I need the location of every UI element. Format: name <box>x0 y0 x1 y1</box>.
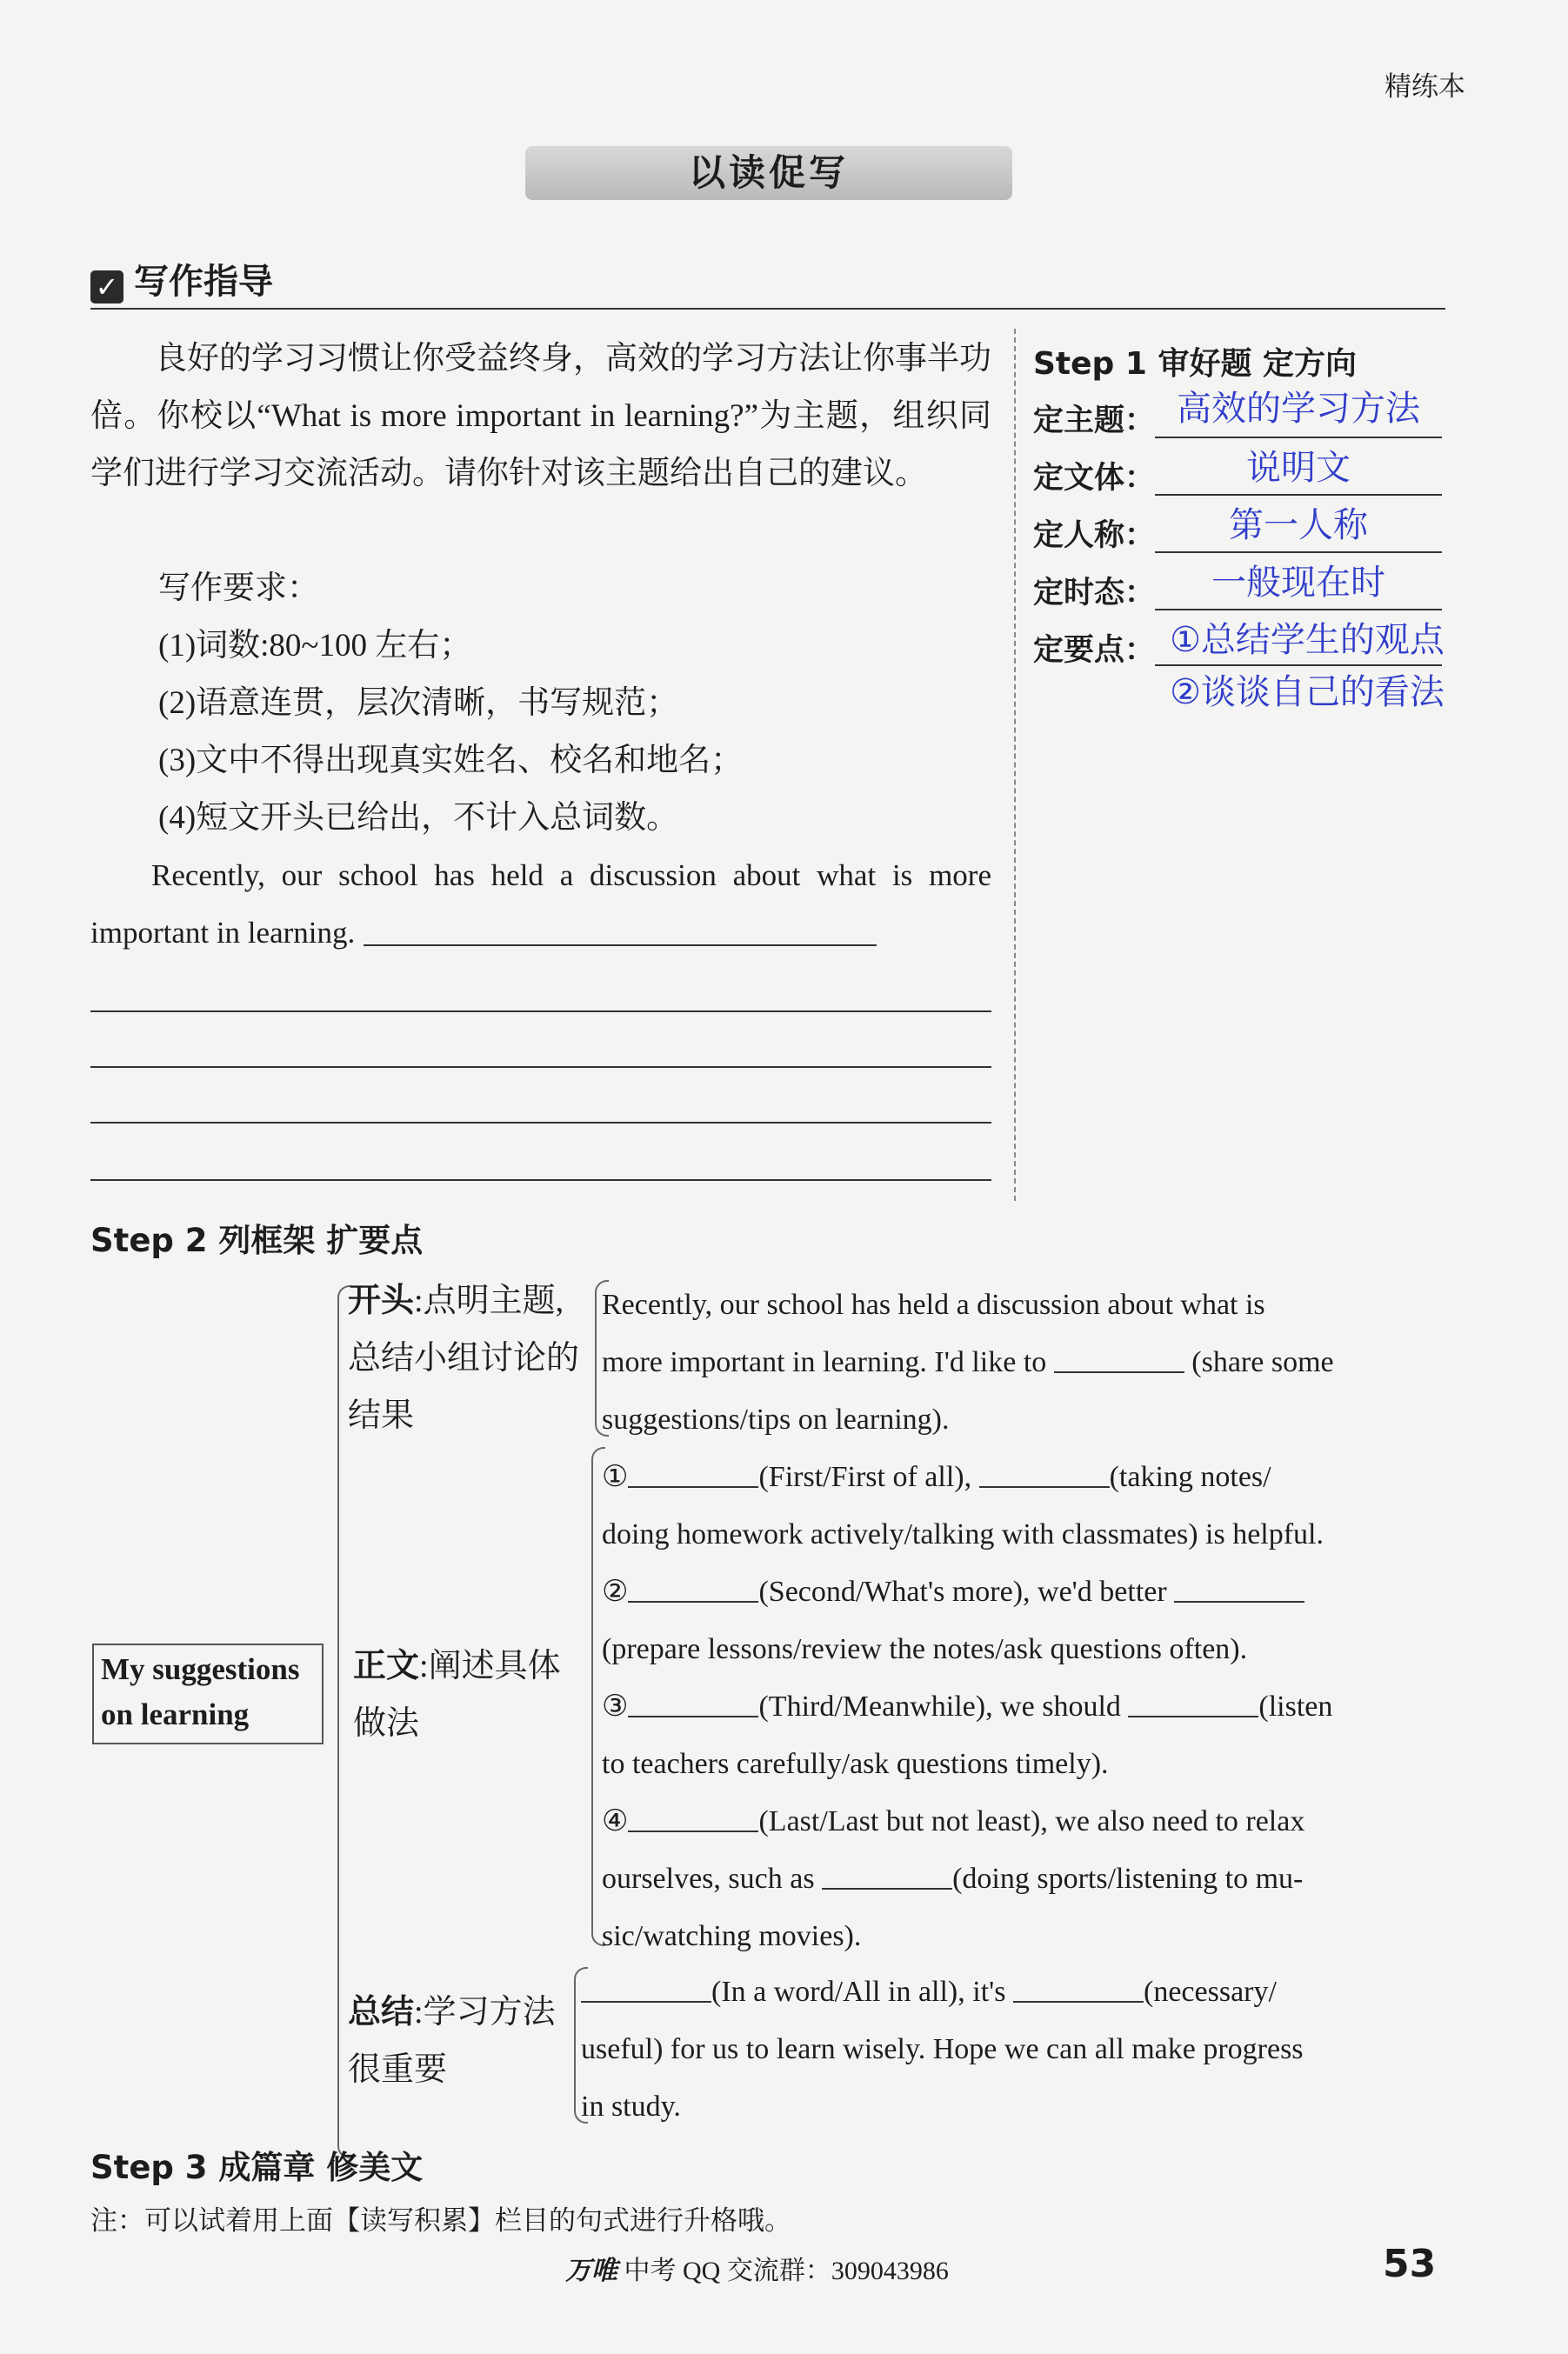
step1-label: 定要点： <box>1033 633 1156 668</box>
column-divider <box>1014 329 1016 1201</box>
fill-blank[interactable] <box>581 1975 711 2003</box>
fill-blank[interactable] <box>1128 1690 1258 1717</box>
footer-text: 中考 QQ 交流群：309043986 <box>624 2257 949 2285</box>
step1-label: 定文体： <box>1033 461 1156 496</box>
step3-title: Step 3 成篇章 修美文 <box>90 2149 424 2186</box>
requirement-item: (3)文中不得出现真实姓名、校名和地名； <box>158 743 744 778</box>
section-divider <box>90 308 1445 310</box>
step1-answer-extra: ②谈谈自己的看法 <box>1170 672 1445 712</box>
page-footer <box>565 2249 949 2287</box>
step1-label: 定主题： <box>1033 403 1156 438</box>
step1-title: Step 1 审好题 定方向 <box>1033 346 1357 382</box>
writing-blank[interactable] <box>364 915 877 946</box>
brand-logo: 万唯 <box>565 2256 617 2286</box>
branch-body-label: 正文:阐述具体做法 <box>353 1646 561 1742</box>
requirement-item: (4)短文开头已给出，不计入总词数。 <box>158 800 679 836</box>
writing-line[interactable] <box>90 1010 991 1012</box>
step1-answer: 一般现在时 <box>1211 563 1385 603</box>
step2-title: Step 2 列框架 扩要点 <box>90 1222 424 1259</box>
writing-line[interactable] <box>90 1179 991 1181</box>
essay-opening: Recently, our school has held a discussion about what is more important in learning. <box>90 858 991 950</box>
fill-blank[interactable] <box>628 1460 758 1488</box>
page-number: 53 <box>1383 2242 1437 2286</box>
fill-blank[interactable] <box>1013 1975 1144 2003</box>
requirement-item: (2)语意连贯，层次清晰，书写规范； <box>158 685 679 721</box>
step1-answer: 说明文 <box>1246 448 1351 488</box>
step1-answer: ①总结学生的观点 <box>1170 620 1445 660</box>
branch-opening-label: 开头:点明主题,总结小组讨论的结果 <box>348 1281 580 1434</box>
mindmap-root: My suggestions on learning <box>92 1644 324 1744</box>
section-heading <box>90 254 273 303</box>
tip-note: 注：可以试着用上面【读写积累】栏目的句式进行升格哦。 <box>90 2205 791 2237</box>
branch-body-text: ① (First/First of all), (taking notes/ doing homework actively/talking with classmates) is helpful. ② (Second/What's more), we'd better (prepare lessons/review the notes/ask questions often). ③ (Third/Meanwhile), we should (listen to teachers carefully/ask questions timely). ④ (Last/Last but not least), we also need to relax ourselves, such as (doing sports/listening to mu- sic/watching movies). <box>602 1461 1333 1952</box>
writing-line[interactable] <box>90 1066 991 1068</box>
book-section-label: 精练本 <box>1385 71 1465 103</box>
page-banner-title: 以读促写 <box>525 146 1012 200</box>
answer-line <box>1155 551 1442 553</box>
step1-answer: 高效的学习方法 <box>1177 389 1420 429</box>
answer-line <box>1155 494 1442 496</box>
fill-blank[interactable] <box>1174 1575 1304 1603</box>
fill-blank[interactable] <box>979 1460 1110 1488</box>
fill-blank[interactable] <box>628 1804 758 1832</box>
branch-opening-text: Recently, our school has held a discussion about what is more important in learning. I'd like to (share some suggestions/tips on learning). <box>602 1289 1334 1436</box>
requirements-title: 写作要求： <box>158 570 319 606</box>
step1-label: 定人称： <box>1033 518 1156 553</box>
fill-blank[interactable] <box>628 1690 758 1717</box>
answer-line <box>1155 609 1442 610</box>
writing-prompt: 良好的学习习惯让你受益终身，高效的学习方法让你事半功倍。你校以“What is more important in learning?”为主题，组织同学们进行学习交流活动。请你针对该主题给出自己的建议。 <box>90 341 991 491</box>
requirement-item: (1)词数:80~100 左右； <box>158 628 472 664</box>
branch-ending-text: (In a word/All in all), it's (necessary/ useful) for us to learn wisely. Hope we can all make progress in study. <box>581 1976 1304 2123</box>
fill-blank[interactable] <box>1054 1345 1184 1373</box>
step1-label: 定时态： <box>1033 576 1156 610</box>
answer-line <box>1155 437 1442 438</box>
fill-blank[interactable] <box>628 1575 758 1603</box>
section-title: 写作指导 <box>134 262 273 302</box>
checkbox-icon: ✓ <box>90 270 123 303</box>
fill-blank[interactable] <box>822 1862 952 1890</box>
writing-line[interactable] <box>90 1122 991 1124</box>
branch-ending-label: 总结:学习方法很重要 <box>348 1992 556 2088</box>
step1-answer: 第一人称 <box>1229 505 1368 545</box>
